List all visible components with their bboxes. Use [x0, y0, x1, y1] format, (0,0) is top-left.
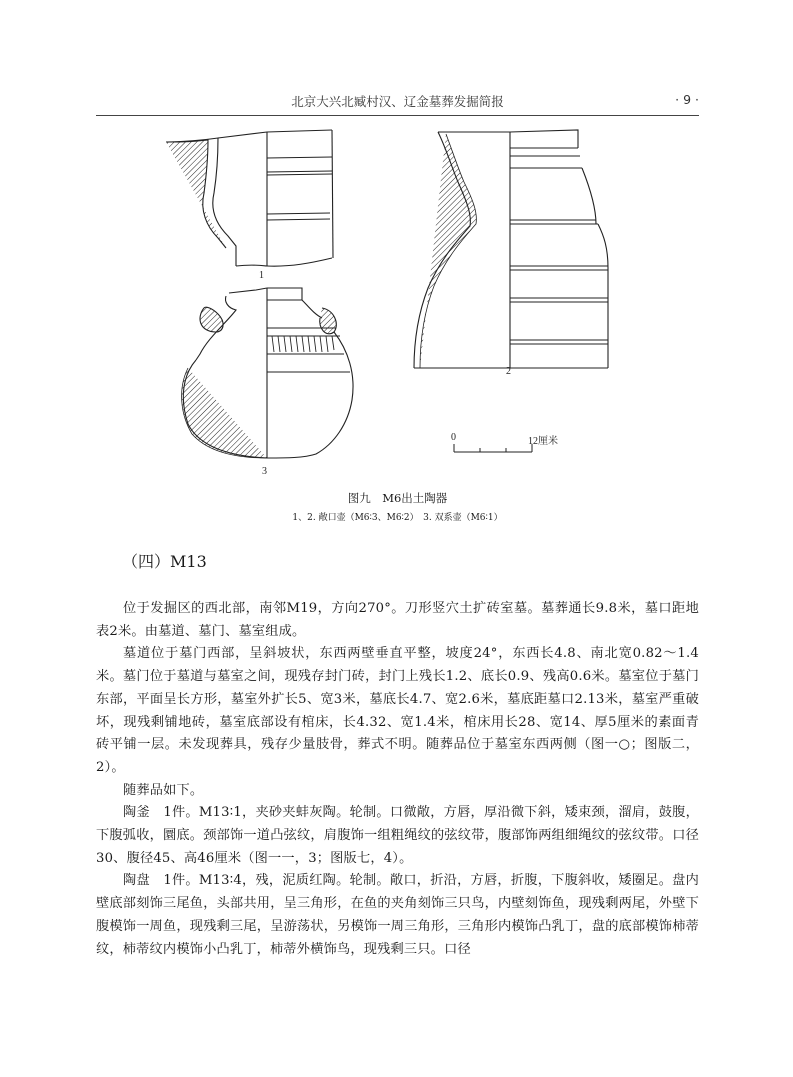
label-item-3: 3	[262, 466, 267, 477]
journal-title: 北京大兴北臧村汉、辽金墓葬发掘简报	[291, 94, 504, 109]
figure-caption: 图九 M6出土陶器	[347, 491, 448, 505]
paragraph: 陶釜 1件。M13∶1，夹砂夹蚌灰陶。轮制。口微敞，方唇，厚沿微下斜，矮束颈，溜肩，鼓腹，下腹弧收，圜底。颈部饰一道凸弦纹，肩腹饰一组粗绳纹的弦纹带，腹部饰两组细绳纹的弦纹带。口径30、腹径45、高46厘米（图一一，3；图版七，4）。	[96, 805, 699, 866]
page-number: · 9 ·	[675, 92, 699, 107]
paragraph: 陶盘 1件。M13∶4，残，泥质红陶。轮制。敞口，折沿，方唇，折腹，下腹斜收，矮圈足。盘内壁底部刻饰三尾鱼，头部共用，呈三角形，在鱼的夹角刻饰三只鸟，内壁刻饰鱼，现残剩两尾，外壁下腹模饰一周鱼，现残剩三尾，呈游荡状，另模饰一周三角形，三角形内模饰凸乳丁，盘的底部模饰柿蒂纹，柿蒂纹内模饰小凸乳丁，柿蒂外横饰鸟，现残剩三只。口径	[96, 873, 699, 957]
scale-bar-drawing	[454, 444, 532, 452]
pottery-drawings	[96, 118, 699, 490]
section-heading: （四）M13	[122, 552, 207, 571]
paragraph: 随葬品如下。	[123, 782, 204, 798]
label-item-2: 2	[506, 366, 511, 377]
scale-zero-label: 0	[451, 432, 456, 443]
scale-length-label: 12厘米	[528, 436, 558, 447]
paragraph: 墓道位于墓门西部，呈斜坡状，东西两壁垂直平整，坡度24°，东西长4.8、南北宽0.82～1.4米。墓门位于墓道与墓室之间，现残存封门砖，封门上残长1.2、底长0.9、残高0.6米。墓室位于墓门东部，平面呈长方形，墓室外扩长5、宽3米，墓底长4.7、宽2.6米，墓底距墓口2.13米，墓室严重破坏，现残剩铺地砖，墓室底部设有棺床，长4.32、宽1.4米，棺床用长28、宽14、厚5厘米的素面青砖平铺一层。未发现葬具，残存少量肢骨，葬式不明。随葬品位于墓室东西两侧（图一○；图版二，2）。	[96, 646, 699, 775]
body-text	[96, 598, 699, 961]
running-header	[96, 92, 699, 112]
label-item-1: 1	[259, 270, 264, 281]
vessel-3-drawing	[182, 288, 353, 458]
vessel-1-drawing	[166, 130, 333, 266]
pottery-figure	[96, 118, 699, 490]
vessel-2-drawing	[414, 130, 608, 368]
paragraph: 位于发掘区的西北部，南邻M19，方向270°。刀形竖穴土扩砖室墓。墓葬通长9.8米，墓口距地表2米。由墓道、墓门、墓室组成。	[96, 601, 699, 639]
header-rule	[96, 115, 699, 116]
figure-subcaption: 1、2. 敞口壶（M6∶3、M6∶2） 3. 双系壶（M6∶1）	[292, 513, 503, 523]
